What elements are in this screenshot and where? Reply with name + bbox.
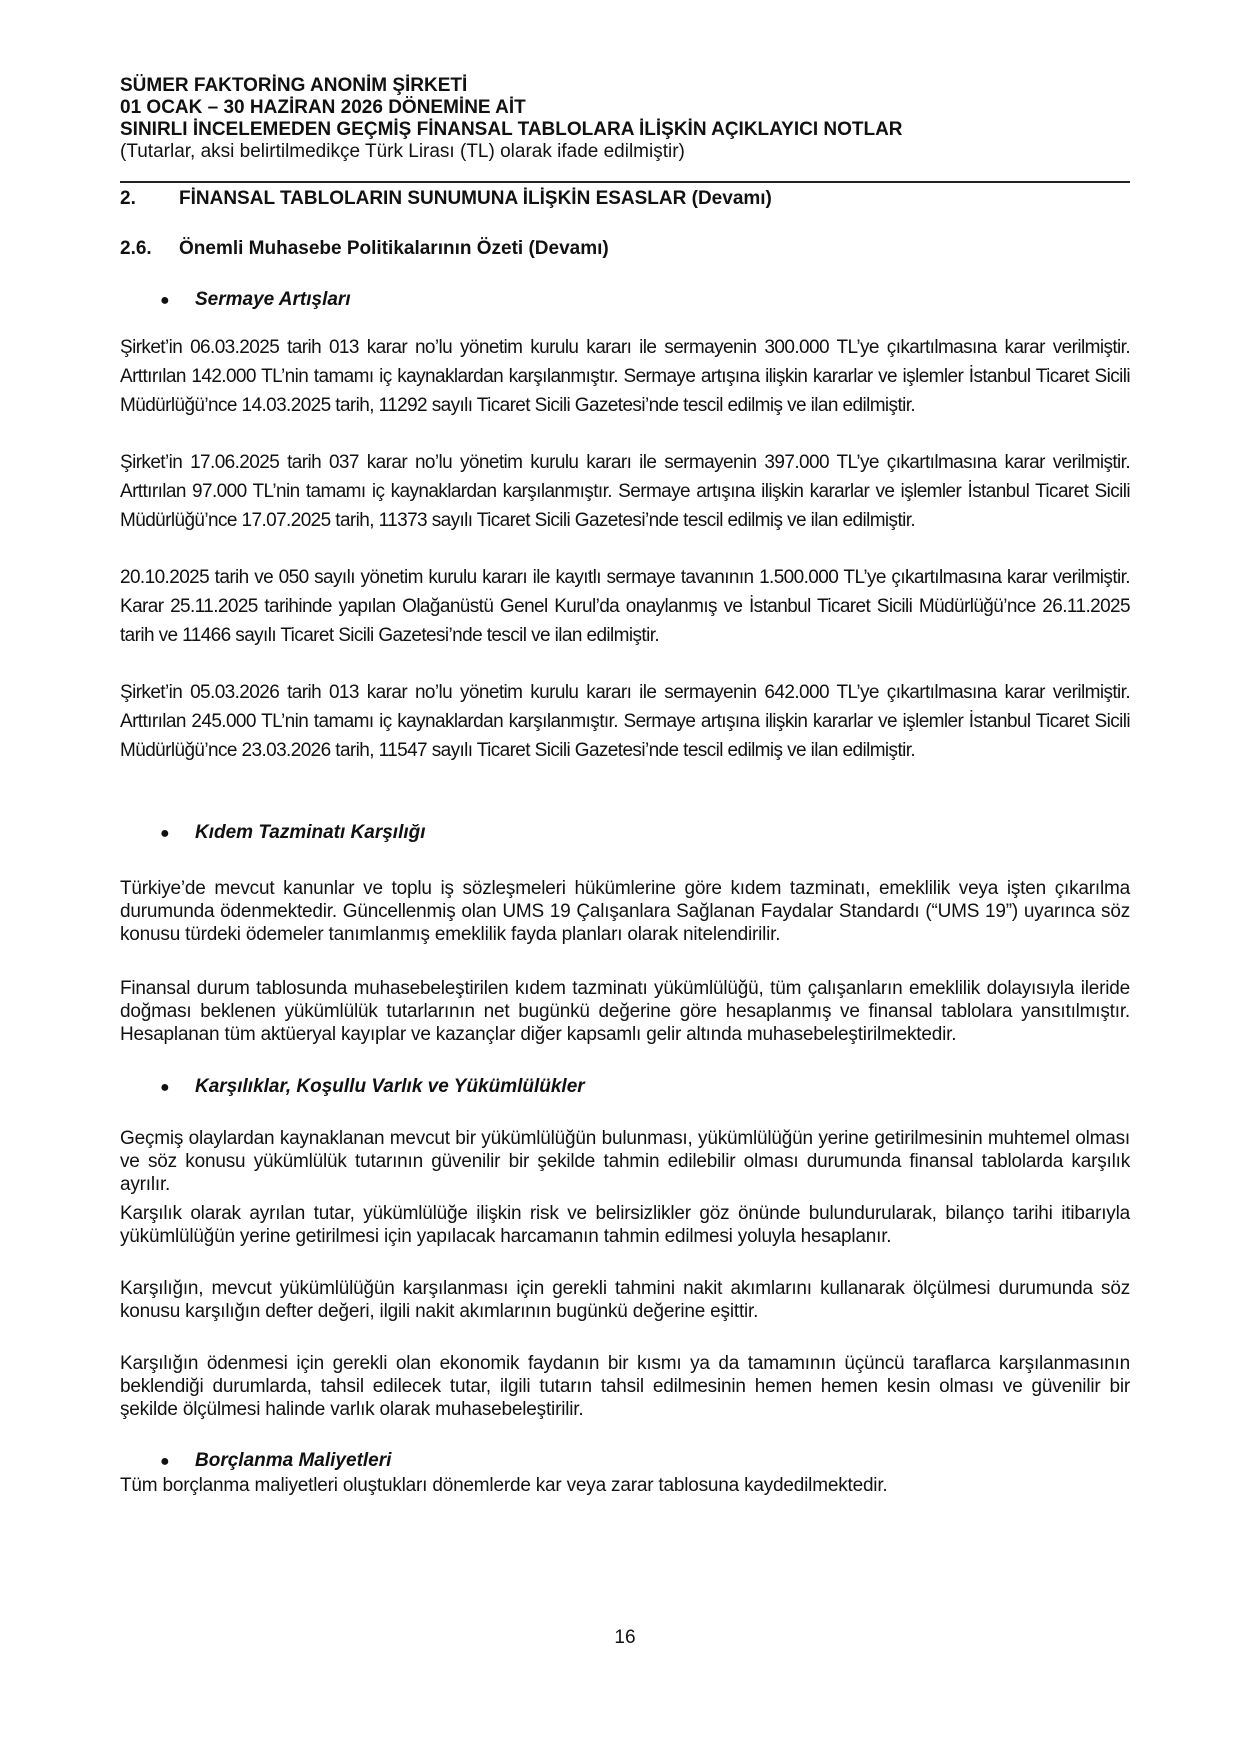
bullet-icon: ●	[160, 1453, 170, 1470]
paragraph: Şirket’in 05.03.2026 tarih 013 karar no’lu yönetim kurulu kararı ile sermayenin 642.000 TL’ye çıkartılmasına karar verilmiştir. Arttırılan 245.000 TL’nin tamamı iç kaynaklardan karşılanmıştır. Sermaye artışına ilişkin kararlar ve işlemler İstanbul Ticaret Sicili Müdürlüğü’nce 23.03.2026 tarih, 11547 sayılı Ticaret Sicili Gazetesi’nde tescil edilmiş ve ilan edilmiştir.	[120, 682, 1130, 761]
paragraph: Geçmiş olaylardan kaynaklanan mevcut bir yükümlülüğün bulunması, yükümlülüğün yerine getirilmesinin muhtemel olması ve söz konusu yükümlülük tutarının güvenilir bir şekilde tahmin edilebilir olması durumunda finansal tablolarda karşılık ayrılır.	[120, 1128, 1130, 1195]
paragraph: Karşılığın ödenmesi için gerekli olan ekonomik faydanın bir kısmı ya da tamamının üçüncü taraflarca karşılanmasının beklendiği durumlarda, tahsil edilecek tutar, ilgili tutarın tahsil edilmesinin hemen hemen kesin olması ve güvenilir bir şekilde ölçülmesi halinde varlık olarak muhasebeleştirilir.	[120, 1353, 1130, 1420]
page-number: 16	[614, 1627, 636, 1648]
bullet-heading-borrowing-costs	[160, 1450, 391, 1473]
currency-note: (Tutarlar, aksi belirtilmedikçe Türk Lirası (TL) olarak ifade edilmiştir)	[120, 141, 685, 162]
paragraph: Tüm borçlanma maliyetleri oluştukları dönemlerde kar veya zarar tablosuna kaydedilmektedir.	[120, 1475, 888, 1496]
paragraph: Karşılık olarak ayrılan tutar, yükümlülüğe ilişkin risk ve belirsizlikler göz önünde bulundurularak, bilanço tarihi itibarıyla yükümlülüğün yerine getirilmesi için yapılacak harcamanın tahmin edilmesi yoluyla hesaplanır.	[120, 1203, 1130, 1247]
section-title: FİNANSAL TABLOLARIN SUNUMUNA İLİŞKİN ESASLAR (Devamı)	[179, 188, 772, 209]
bullet-heading-text: Borçlanma Maliyetleri	[195, 1450, 392, 1471]
paragraph: 20.10.2025 tarih ve 050 sayılı yönetim kurulu kararı ile kayıtlı sermaye tavanının 1.500.000 TL’ye çıkartılmasına karar verilmiştir. Karar 25.11.2025 tarihinde yapılan Olağanüstü Genel Kurul’da onaylanmış ve İstanbul Ticaret Sicili Müdürlüğü’nce 26.11.2025 tarih ve 11466 sayılı Ticaret Sicili Gazetesi’nde tescil ve ilan edilmiştir.	[120, 567, 1130, 646]
section-number: 2.	[120, 188, 136, 209]
document-page	[120, 0, 1130, 1754]
company-name: SÜMER FAKTORİNG ANONİM ŞİRKETİ	[120, 75, 468, 96]
bullet-heading-provisions	[160, 1076, 585, 1099]
bullet-heading-text: Sermaye Artışları	[195, 289, 351, 310]
bullet-icon: ●	[160, 825, 170, 842]
bullet-heading-capital-increase	[160, 289, 351, 312]
bullet-heading-text: Karşılıklar, Koşullu Varlık ve Yükümlülükler	[195, 1076, 585, 1097]
paragraph: Karşılığın, mevcut yükümlülüğün karşılanması için gerekli tahmini nakit akımlarını kullanarak ölçülmesi durumunda söz konusu karşılığın defter değeri, ilgili nakit akımlarının bugünkü değerine eşittir.	[120, 1278, 1130, 1322]
bullet-heading-text: Kıdem Tazminatı Karşılığı	[195, 822, 426, 843]
reporting-period: 01 OCAK – 30 HAZİRAN 2026 DÖNEMİNE AİT	[120, 97, 526, 118]
bullet-icon: ●	[160, 1079, 170, 1096]
bullet-icon: ●	[160, 292, 170, 309]
bullet-heading-severance-pay	[160, 822, 426, 845]
paragraph: Türkiye’de mevcut kanunlar ve toplu iş sözleşmeleri hükümlerine göre kıdem tazminatı, emeklilik veya işten çıkarılma durumunda ödenmektedir. Güncellenmiş olan UMS 19 Çalışanlara Sağlanan Faydalar Standardı (“UMS 19”) uyarınca söz konusu türdeki ödemeler tanımlanmış emeklilik fayda planları olarak nitelendirilir.	[120, 878, 1130, 945]
header-divider	[120, 181, 1130, 183]
document-header	[120, 75, 1130, 163]
subsection-number: 2.6.	[120, 238, 152, 259]
paragraph: Şirket’in 06.03.2025 tarih 013 karar no’lu yönetim kurulu kararı ile sermayenin 300.000 TL’ye çıkartılmasına karar verilmiştir. Arttırılan 142.000 TL’nin tamamı iç kaynaklardan karşılanmıştır. Sermaye artışına ilişkin kararlar ve işlemler İstanbul Ticaret Sicili Müdürlüğü’nce 14.03.2025 tarih, 11292 sayılı Ticaret Sicili Gazetesi’nde tescil edilmiş ve ilan edilmiştir.	[120, 337, 1130, 416]
paragraph: Finansal durum tablosunda muhasebeleştirilen kıdem tazminatı yükümlülüğü, tüm çalışanların emeklilik dolayısıyla ileride doğması beklenen yükümlülük tutarlarının net bugünkü değerine göre hesaplanmış ve finansal tablolara yansıtılmıştır. Hesaplanan tüm aktüeryal kayıplar ve kazançlar diğer kapsamlı gelir altında muhasebeleştirilmektedir.	[120, 978, 1130, 1045]
paragraph: Şirket’in 17.06.2025 tarih 037 karar no’lu yönetim kurulu kararı ile sermayenin 397.000 TL’ye çıkartılmasına karar verilmiştir. Arttırılan 97.000 TL’nin tamamı iç kaynaklardan karşılanmıştır. Sermaye artışına ilişkin kararlar ve işlemler İstanbul Ticaret Sicili Müdürlüğü’nce 17.07.2025 tarih, 11373 sayılı Ticaret Sicili Gazetesi’nde tescil edilmiş ve ilan edilmiştir.	[120, 452, 1130, 531]
subsection-heading	[120, 238, 609, 260]
subsection-title: Önemli Muhasebe Politikalarının Özeti (Devamı)	[179, 238, 609, 259]
report-title: SINIRLI İNCELEMEDEN GEÇMİŞ FİNANSAL TABLOLARA İLİŞKİN AÇIKLAYICI NOTLAR	[120, 119, 903, 140]
section-heading	[120, 188, 772, 210]
